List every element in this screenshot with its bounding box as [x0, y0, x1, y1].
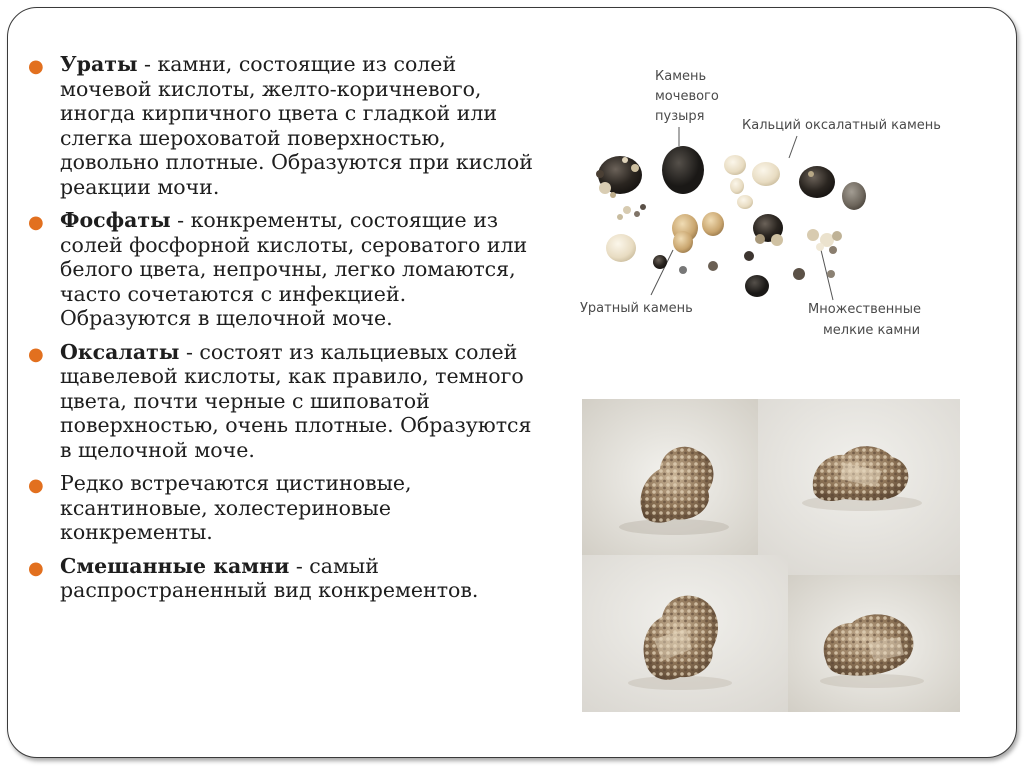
- label-bladder-stone-1: Камень: [655, 69, 707, 84]
- bullet-urates: [28, 52, 540, 199]
- photo-collage: [582, 399, 960, 712]
- term-urates: Ураты: [60, 52, 138, 76]
- stone-cluster-center: [753, 214, 783, 246]
- term-oxalates: Оксалаты: [60, 339, 180, 364]
- bullet-rare: [28, 471, 540, 545]
- label-urate-stone: Уратный камень: [580, 301, 693, 316]
- stone-dark-right: [799, 166, 835, 198]
- stone-oxalate-white: [724, 155, 780, 209]
- label-bladder-stone-3: пузыря: [655, 109, 705, 124]
- bullet-phosphates: [28, 208, 540, 331]
- bullet-dot-icon: ●: [28, 557, 44, 579]
- stone-light-round: [606, 234, 636, 262]
- bullet-mixed: [28, 554, 540, 603]
- desc-rare: Редко встречаются цистиновые, ксантиновые, холестериновые конкременты.: [60, 471, 412, 544]
- term-mixed: Смешанные камни: [60, 553, 290, 578]
- term-phosphates: Фосфаты: [60, 208, 171, 232]
- label-bladder-stone-2: мочевого: [655, 89, 719, 104]
- stones-diagram: [565, 50, 1005, 350]
- bullet-dot-icon: ●: [28, 343, 44, 365]
- photo-bottom-left: [582, 555, 788, 712]
- stone-dark-cluster-left: [596, 156, 642, 198]
- bullet-oxalates: [28, 340, 540, 463]
- bullet-dot-icon: ●: [28, 56, 44, 77]
- desc-mixed: - самый распространенный вид конкрементов.: [60, 553, 479, 602]
- label-multiple-1: Множественные: [808, 302, 922, 317]
- stone-multiple-small: [807, 229, 842, 254]
- desc-phosphates: - конкременты, состоящие из солей фосфорной кислоты, сероватого или белого цвета, непрочны, легко ломаются, часто сочетаются с инфекцией. Образуются в щелочной моче.: [60, 208, 528, 330]
- label-multiple-2: мелкие камни: [823, 323, 921, 338]
- stone-bladder-black: [662, 146, 704, 194]
- label-calcium-oxalate: Кальций оксалатный камень: [742, 118, 941, 133]
- desc-urates: - камни, состоящие из солей мочевой кислоты, желто-коричневого, иногда кирпичного цвета с гладкой или слегка шероховатой поверхностью, довольно плотные. Образуются при кислой реакции мочи.: [60, 52, 533, 199]
- photo-bottom-right: [788, 575, 960, 712]
- stone-gray-right: [842, 182, 866, 210]
- bullet-dot-icon: ●: [28, 212, 44, 233]
- stone-small-pebbles-left: [617, 204, 646, 220]
- photo-top-right: [758, 399, 960, 575]
- bullet-dot-icon: ●: [28, 475, 44, 496]
- photo-top-left: [582, 399, 758, 555]
- stone-bottom-row: [679, 266, 835, 297]
- desc-oxalates: - состоят из кальциевых солей щавелевой кислоты, как правило, темного цвета, почти черные с шиповатой поверхностью, очень плотные. Образуются в щелочной моче.: [60, 339, 532, 462]
- stone-urate-tan: [672, 212, 724, 253]
- bullet-list: [28, 52, 540, 612]
